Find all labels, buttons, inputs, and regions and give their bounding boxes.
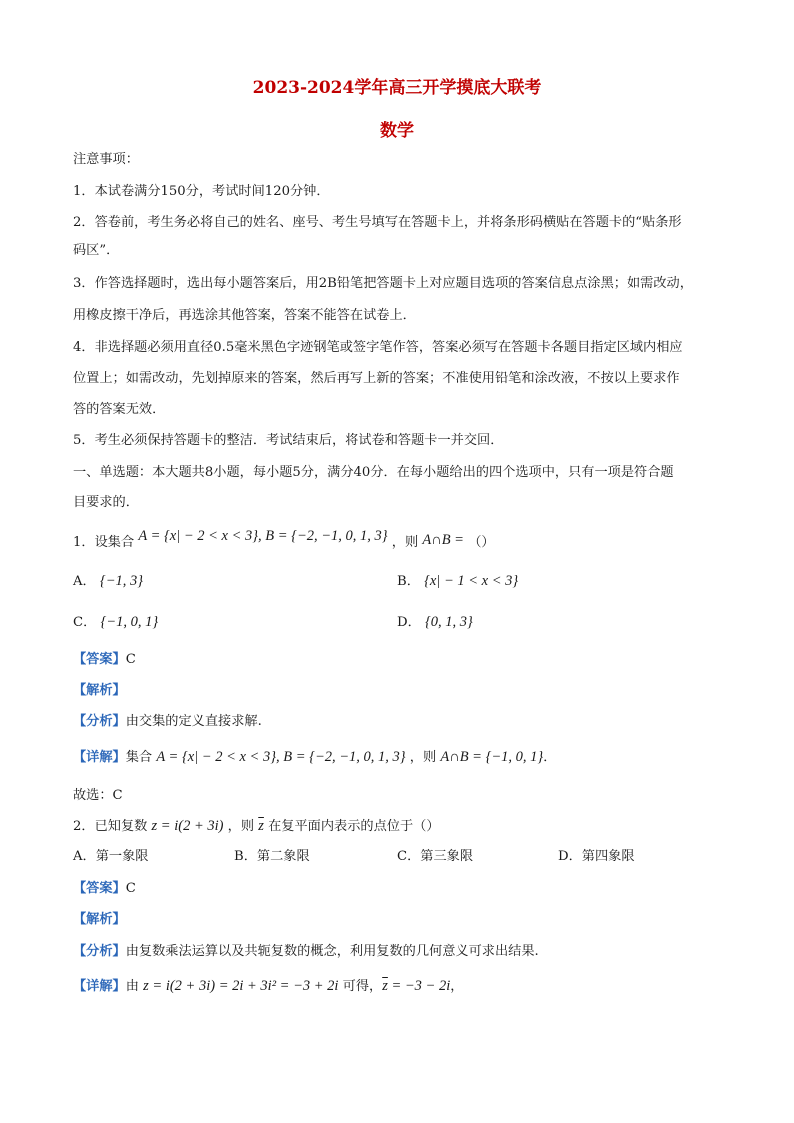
q1-fenxi: 由交集的定义直接求解. [125,714,262,729]
q2-detail-end: ， [450,979,464,994]
question-1-sets: A = {x| − 2 < x < 3}, B = {−2, −1, 0, 1, 3} [138,528,388,544]
q2-fenxi-line [73,943,539,961]
notice-3-line-2: 用橡皮擦干净后，再选涂其他答案，答案不能答在试卷上． [73,308,416,323]
notice-2-line-2: 码区”． [73,243,120,258]
q2-option-b: B．第二象限 [234,849,310,864]
question-2-z: z = i(2 + 3i) [151,818,224,834]
question-1-stem [73,528,495,552]
notice-4-line-2: 位置上；如需改动，先划掉原来的答案，然后再写上新的答案；不准使用铅笔和涂改液，不按以上要求作 [73,371,680,386]
notice-2-line-1: 2．答卷前，考生务必将自己的姓名、座号、考生号填写在答题卡上，并将条形码横贴在答题卡的“贴条形 [73,215,682,230]
q2-answer-tag: 【答案】 [73,881,126,896]
q2-detail-pre: 由 [125,979,139,994]
exam-title: 2023-2024学年高三开学摸底大联考 [252,78,542,98]
question-2-prefix: 2．已知复数 [73,819,148,834]
q1-option-d-value: {0, 1, 3} [424,614,473,630]
q2-option-c: C．第三象限 [397,849,474,864]
q2-answer-line [73,880,136,898]
q1-answer: C [125,652,136,667]
q1-choose-line: 故选：C [73,788,123,803]
q2-detail-calc: z = i(2 + 3i) = 2i + 3i² = −3 + 2i [143,978,339,994]
q1-detail-pre: 集合 [125,750,153,765]
q2-detail-tag: 【详解】 [73,979,126,994]
question-2-zbar: $\overline{z}$ [258,818,264,834]
section-heading-line-2: 目要求的． [73,495,139,510]
notice-4-line-3: 答的答案无效． [73,402,166,417]
q1-detail-tag: 【详解】 [73,750,126,765]
notice-5: 5．考生必须保持答题卡的整洁．考试结束后，将试卷和答题卡一并交回． [73,433,504,448]
q1-option-b-value: {x| − 1 < x < 3} [424,573,519,589]
q1-option-c-label: C． [73,615,97,630]
q1-analysis-tag: 【解析】 [73,683,126,698]
q1-option-c-value: {−1, 0, 1} [100,614,159,630]
q1-answer-tag: 【答案】 [73,652,126,667]
q1-option-a-value: {−1, 3} [99,573,144,589]
q1-analysis-line [73,682,126,700]
question-2-mid2: 在复平面内表示的点位于（） [268,819,440,834]
q2-option-a: A．第一象限 [73,849,149,864]
q2-detail-zbar: $\overline{z}$ [382,978,388,994]
q1-detail-result: A∩B = {−1, 0, 1} [440,749,544,765]
notice-3-line-1: 3．作答选择题时，选出每小题答案后，用2B铅笔把答题卡上对应题目选项的答案信息点涂黑；如需改动， [73,276,693,291]
q2-detail-mid: 可得， [342,979,383,994]
section-heading-line-1: 一、单选题：本大题共8小题，每小题5分，满分40分．在每小题给出的四个选项中，只有一项是符合题 [73,465,674,480]
q1-detail-line [73,748,556,767]
q1-option-d [397,613,473,632]
q1-detail-sets: A = {x| − 2 < x < 3}, B = {−2, −1, 0, 1, 3} [156,749,406,765]
q2-detail-line [73,977,463,996]
q1-fenxi-tag: 【分析】 [73,714,126,729]
subject-title: 数学 [380,121,414,141]
q1-option-b [397,572,518,591]
question-1-paren: （） [468,535,495,550]
notice-1: 1．本试卷满分150分，考试时间120分钟． [73,184,330,199]
q1-option-d-label: D． [397,615,421,630]
q2-analysis-line [73,911,126,929]
notice-4-line-1: 4．非选择题必须用直径0.5毫米黑色字迹钢笔或签字笔作答，答案必须写在答题卡各题目指定区域内相应 [73,340,683,355]
q2-fenxi-tag: 【分析】 [73,944,126,959]
q1-option-a [73,572,143,591]
notice-heading: 注意事项： [73,152,139,167]
q2-option-d: D．第四象限 [558,849,635,864]
q1-option-c [73,613,158,632]
q1-option-a-label: A． [73,574,96,589]
q2-analysis-tag: 【解析】 [73,912,126,927]
question-2-stem [73,817,440,836]
q2-fenxi: 由复数乘法运算以及共轭复数的概念，利用复数的几何意义可求出结果. [125,944,539,959]
q1-fenxi-line [73,713,262,731]
question-2-mid1: ，则 [227,819,255,834]
question-1-prefix: 1．设集合 [73,535,135,550]
q1-answer-line [73,651,136,669]
question-1-expr: A∩B = [422,532,464,548]
question-1-then: ，则 [391,535,419,550]
q2-detail-zbar-value: = −3 − 2i [387,978,451,994]
q1-option-b-label: B． [397,574,420,589]
q2-answer: C [125,881,136,896]
q1-detail-then: ，则 [409,750,437,765]
q1-detail-end: ． [543,750,557,765]
